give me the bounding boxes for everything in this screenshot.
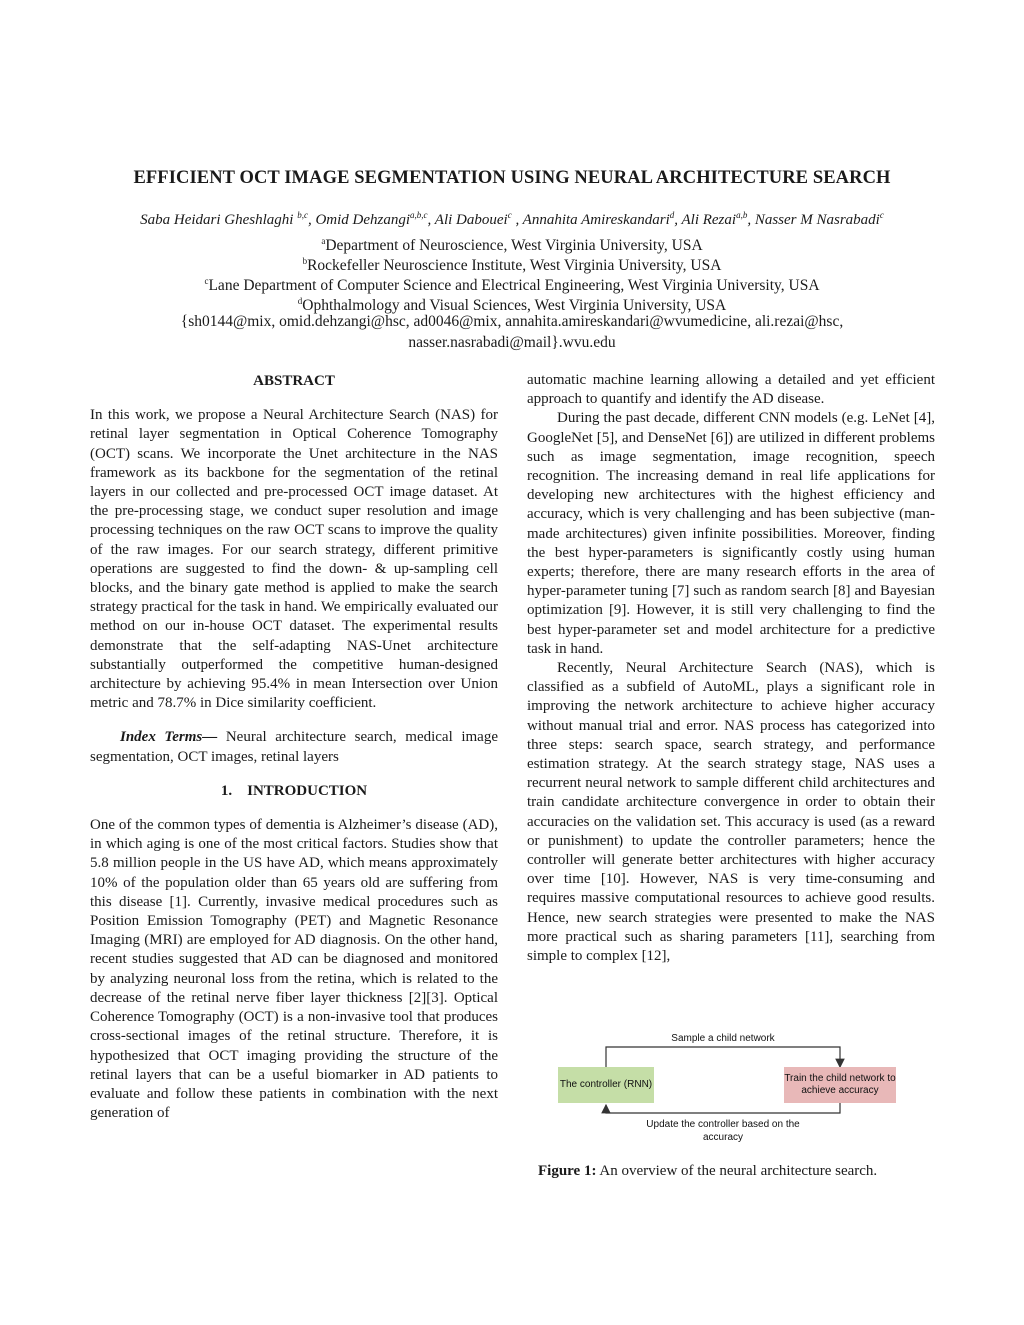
affiliation: $^b$Rockefeller Neuroscience Institute, West Virginia University, USA xyxy=(302,256,722,275)
affiliation: $^c$Lane Department of Computer Science and Electrical Engineering, West Virginia University, USA xyxy=(204,276,820,295)
sample-label: Sample a child network xyxy=(671,1033,775,1044)
train-box: Train the child network to achieve accuracy xyxy=(784,1067,896,1103)
sample-arrow xyxy=(606,1047,840,1067)
nas-overview-figure xyxy=(548,1027,908,1157)
author: Ali Rezai$^{a,b}$, xyxy=(681,210,755,228)
email-line: nasser.nasrabadi@mail}.wvu.edu xyxy=(408,334,616,351)
email-line: {sh0144@mix, omid.dehzangi@hsc, ad0046@mix, annahita.amireskandari@wvumedicine, ali.rezai@hsc, xyxy=(180,313,844,330)
author-list xyxy=(60,210,964,229)
figure-caption: Figure 1: An overview of the neural architecture search. xyxy=(538,1163,878,1179)
intro-paragraph: During the past decade, different CNN models (e.g. LeNet [4], GoogleNet [5], and DenseNet [6]) are utilized in different problems such as image segmentation, image recognition, speech recognition. The increasing demand in real life applications for developing new architectures with the highest efficiency and accuracy, which is very challenging and has been subjective (man-made architectures) given infinite possibilities. Moreover, finding the best hyper-parameters is significantly costly using human experts; therefore, there are many research efforts in the area of hyper-parameter tuning [7] such as random search [8] and Bayesian optimization [9]. However, it is still very challenging to find the best hyper-parameter set and model architecture for a predictive task in hand. xyxy=(527,410,935,657)
author: Nasser M Nasrabadi$^c$ xyxy=(754,210,884,228)
author: Annahita Amireskandari$^d$, xyxy=(522,210,682,228)
author: Ali Dabouei$^c$ , xyxy=(434,210,523,228)
intro-paragraph: One of the common types of dementia is Alzheimer’s disease (AD), in which aging is one of the most critical factors. Studies show that 5.8 million people in the US have AD, which means approximately 10% of the population older than 65 years old are suffering from this disease [1]. Currently, invasive medical procedures such as Position Emission Tomography (PET) and Magnetic Resonance Imaging (MRI) are employed for AD diagnosis. On the other hand, recent studies suggested that AD can be diagnosed and monitored by analyzing neuronal loss from the retina, which is related to the decrease of the retinal nerve fiber layer thickness [2][3]. Optical Coherence Tomography (OCT) is a non-invasive tool that produces cross-sectional images of the retinal structure. Therefore, it is hypothesized that OCT imaging providing the structure of the retinal layers that can be a useful biomarker in AD patients to evaluate and follow these patients in combination with the next generation of xyxy=(90,817,498,1122)
index-terms: Index Terms— Neural architecture search, medical image segmentation, OCT images, retinal layers xyxy=(90,729,499,765)
paper-title: EFFICIENT OCT IMAGE SEGMENTATION USING NEURAL ARCHITECTURE SEARCH xyxy=(133,168,891,188)
affiliation: $^a$Department of Neuroscience, West Virginia University, USA xyxy=(321,236,703,255)
left-column xyxy=(90,372,498,1123)
affiliation: $^d$Ophthalmology and Visual Sciences, West Virginia University, USA xyxy=(297,296,727,315)
author: Omid Dehzangi$^{a,b,c}$, xyxy=(315,210,435,228)
controller-box: The controller (RNN) xyxy=(558,1067,654,1103)
abstract-text: In this work, we propose a Neural Architecture Search (NAS) for retinal layer segmentation in Optical Coherence Tomography (OCT) scans. We incorporate the Unet architecture in the NAS framework as its backbone for the segmentation of the retinal layers in our collected and pre-processed OCT image dataset. At the pre-processing stage, we conduct super resolution and image processing techniques on the raw OCT scans to improve the quality of the raw images. For our search strategy, different primitive operations are suggested to find the down- & up-sampling cell blocks, and the binary gate method is applied to make the search strategy practical for the task in hand. We empirically evaluated our method on our in-house OCT dataset. The experimental results demonstrate that the self-adapting NAS-Unet architecture substantially outperformed the competitive human-designed architecture by achieving 95.4% in mean Intersection over Union metric and 78.7% in Dice similarity coefficient. xyxy=(90,407,498,712)
right-column xyxy=(527,371,935,966)
update-arrow xyxy=(606,1103,840,1113)
author: Saba Heidari Gheshlaghi $^{b,c}$, xyxy=(140,210,316,228)
abstract-heading: ABSTRACT xyxy=(253,373,335,389)
intro-paragraph-continued: automatic machine learning allowing a detailed and yet efficient approach to quantify and identify the AD disease. xyxy=(527,372,935,408)
intro-heading: 1. INTRODUCTION xyxy=(220,782,368,799)
intro-paragraph: Recently, Neural Architecture Search (NAS), which is classified as a subfield of AutoML, plays a significant role in improving the network architecture to achieve higher accuracy without manual trial and error. NAS process has categorized into three steps: search space, search strategy, and performance estimation strategy. At the search strategy stage, NAS uses a recurrent neural network to sample different child architectures and train candidate architecture convergence in order to obtain their accuracies on the validation set. This accuracy is used (as a reward or punishment) to update the controller parameters; hence the controller will generate better architectures with higher accuracy over time [10]. However, NAS is very time-consuming and requires massive computational resources to achieve good results. Hence, new search strategies were presented to make the NAS more practical such as sharing parameters [11], searching from simple to complex [12], xyxy=(527,660,935,965)
update-label: Update the controller based on the accuracy xyxy=(646,1119,800,1143)
